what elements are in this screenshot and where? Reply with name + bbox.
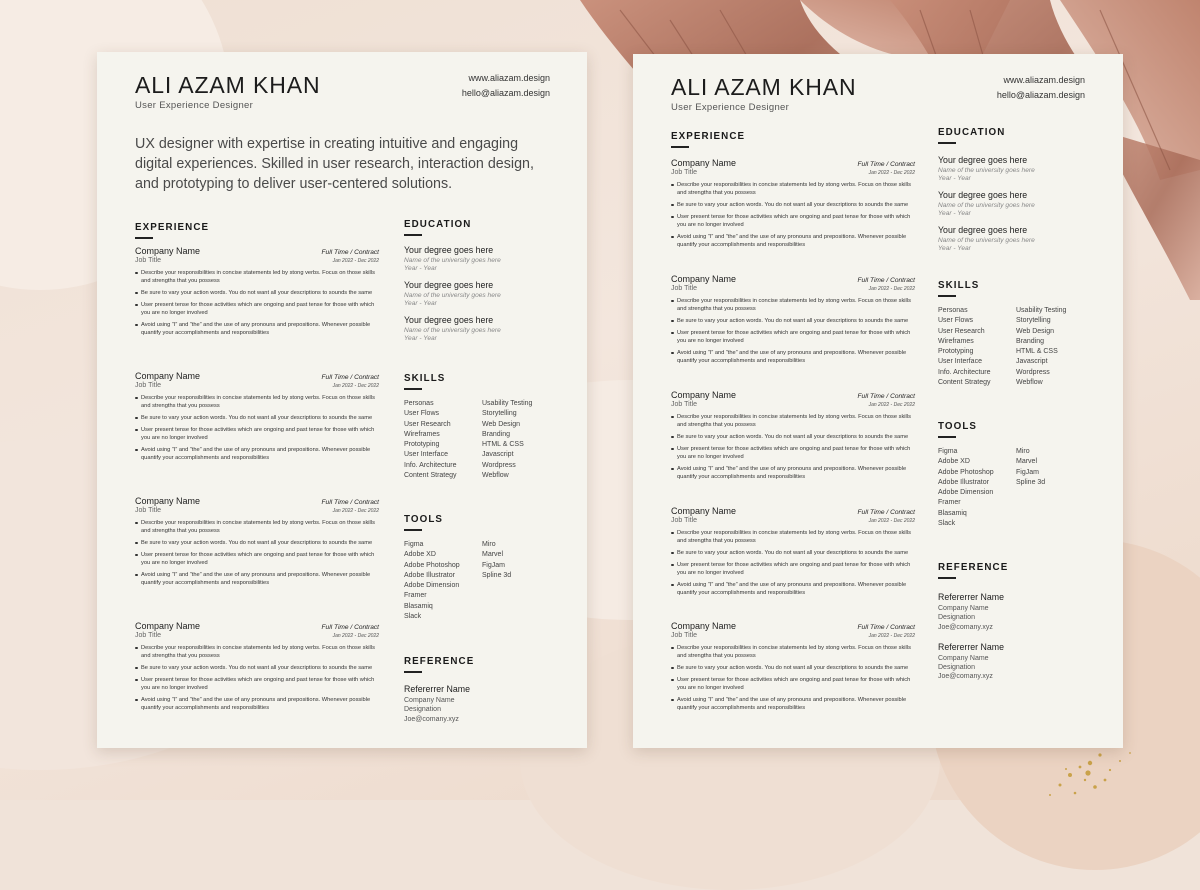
- summary-text: UX designer with expertise in creating intuitive and engaging digital experiences. Skilled in user research, interaction design, and prototyping to deliver user-centered solutions.: [135, 136, 534, 192]
- job-dates: Jan 2022 - Dec 2022: [868, 633, 915, 639]
- section-underline: [404, 234, 422, 236]
- tool-item: Adobe XD: [938, 458, 970, 466]
- bullet: User present tense for those activities which are ongoing and past tense for those with which you are no longer involved: [671, 213, 915, 229]
- skill-item: Webflow: [1016, 379, 1043, 387]
- skill-item: Prototyping: [938, 348, 974, 356]
- website-link[interactable]: www.aliazam.design: [468, 73, 550, 83]
- job-title: Job Title: [671, 401, 698, 408]
- job-dates: Jan 2022 - Dec 2022: [868, 402, 915, 408]
- reference-email[interactable]: Joe@comany.xyz: [938, 673, 993, 681]
- job-entry: [671, 158, 915, 253]
- skills-section: [938, 280, 1094, 386]
- education-entry: [938, 190, 1098, 217]
- reference-company: Company Name: [938, 654, 989, 662]
- job-type: Full Time / Contract: [857, 393, 915, 400]
- tool-item: FigJam: [482, 561, 505, 569]
- reference-name: Refererrer Name: [938, 641, 1004, 652]
- tool-item: [1016, 520, 1094, 527]
- company-name: Company Name: [671, 390, 737, 400]
- years: Year - Year: [404, 265, 437, 272]
- job-dates: Jan 2022 - Dec 2022: [332, 383, 379, 389]
- tool-item: Blasamiq: [938, 509, 967, 517]
- job-dates: Jan 2022 - Dec 2022: [868, 286, 915, 292]
- section-underline: [671, 146, 689, 148]
- job-type: Full Time / Contract: [857, 624, 915, 631]
- bullet: Be sure to vary your action words. You do not want all your descriptions to sounds the same: [671, 201, 915, 209]
- resume-page-left: [97, 52, 587, 748]
- section-underline: [404, 388, 422, 390]
- job-entry: [135, 371, 379, 466]
- degree: Your degree goes here: [404, 315, 494, 325]
- skill-item: Info. Architecture: [938, 368, 991, 376]
- bullet: Describe your responsibilities in concise statements led by stong verbs. Focus on those skills and strengths that you possess: [671, 297, 915, 313]
- tool-item: Adobe Photoshop: [938, 468, 994, 476]
- degree: Your degree goes here: [938, 190, 1028, 200]
- company-name: Company Name: [671, 274, 737, 284]
- reference-entry: [404, 684, 474, 724]
- skill-item: User Interface: [404, 451, 448, 459]
- bullet: Avoid using “I” and “the” and the use of any pronouns and prepositions. Whenever possible quantify your accomplishments and responsibilities: [135, 696, 379, 712]
- skill-item: Usability Testing: [482, 400, 533, 407]
- job-bullets: [671, 413, 915, 481]
- university: Name of the university goes here: [938, 202, 1035, 209]
- section-title: REFERENCE: [404, 656, 475, 667]
- contact-block: [462, 71, 550, 101]
- university: Name of the university goes here: [938, 237, 1035, 244]
- bullet: User present tense for those activities which are ongoing and past tense for those with which you are no longer involved: [135, 301, 379, 317]
- bullet: User present tense for those activities which are ongoing and past tense for those with which you are no longer involved: [135, 426, 379, 442]
- reference-section: [404, 656, 474, 724]
- reference-section: [938, 562, 1008, 682]
- skills-section: [404, 373, 560, 479]
- tool-item: [1016, 510, 1094, 517]
- job-entry: [671, 621, 915, 716]
- university: Name of the university goes here: [938, 167, 1035, 174]
- skill-item: Branding: [482, 430, 511, 438]
- section-underline: [404, 529, 422, 531]
- job-entry: [135, 246, 379, 341]
- section-title: EDUCATION: [938, 127, 1006, 138]
- resume-page-right: [633, 54, 1123, 748]
- skill-item: User Interface: [938, 358, 982, 366]
- skill-item: Info. Architecture: [404, 461, 457, 469]
- resume-role: User Experience Designer: [671, 102, 790, 113]
- tool-item: FigJam: [1016, 468, 1039, 476]
- skill-item: HTML & CSS: [482, 441, 524, 449]
- skill-item: User Flows: [938, 317, 974, 325]
- experience-heading: [135, 222, 209, 239]
- skill-item: Javascript: [1016, 358, 1048, 366]
- job-bullets: [135, 644, 379, 712]
- tool-item: Figma: [938, 448, 958, 455]
- bullet: User present tense for those activities which are ongoing and past tense for those with which you are no longer involved: [671, 561, 915, 577]
- education-entry: [404, 280, 564, 307]
- skill-item: User Research: [938, 327, 985, 335]
- tool-item: Adobe Illustrator: [938, 478, 989, 486]
- reference-email[interactable]: Joe@comany.xyz: [938, 623, 993, 631]
- section-title: EDUCATION: [404, 219, 472, 230]
- job-type: Full Time / Contract: [857, 161, 915, 168]
- bullet: Avoid using “I” and “the” and the use of any pronouns and prepositions. Whenever possible quantify your accomplishments and responsibilities: [135, 446, 379, 462]
- bullet: Describe your responsibilities in concise statements led by stong verbs. Focus on those skills and strengths that you possess: [671, 529, 915, 545]
- email-link[interactable]: hello@aliazam.design: [461, 88, 550, 98]
- job-type: Full Time / Contract: [321, 374, 379, 381]
- skill-item: Personas: [404, 400, 434, 407]
- bullet: User present tense for those activities which are ongoing and past tense for those with which you are no longer involved: [135, 676, 379, 692]
- job-title: Job Title: [671, 632, 698, 639]
- section-title: SKILLS: [938, 280, 980, 291]
- tool-item: [482, 582, 560, 589]
- education-entry: [404, 245, 564, 272]
- section-title: TOOLS: [404, 514, 444, 525]
- university: Name of the university goes here: [404, 292, 501, 299]
- bullet: Describe your responsibilities in concise statements led by stong verbs. Focus on those skills and strengths that you possess: [671, 181, 915, 197]
- skill-item: Content Strategy: [404, 472, 457, 480]
- job-entry: [135, 621, 379, 716]
- company-name: Company Name: [135, 371, 201, 381]
- job-dates: Jan 2022 - Dec 2022: [868, 170, 915, 176]
- job-entry: [671, 506, 915, 601]
- skill-item: Wordpress: [1016, 368, 1050, 376]
- reference-company: Company Name: [404, 697, 455, 704]
- email-link[interactable]: hello@aliazam.design: [996, 90, 1085, 100]
- bullet: User present tense for those activities which are ongoing and past tense for those with which you are no longer involved: [671, 329, 915, 345]
- tool-item: Slack: [404, 613, 422, 621]
- reference-name: Refererrer Name: [938, 592, 1004, 602]
- job-type: Full Time / Contract: [857, 509, 915, 516]
- bullet: Avoid using “I” and “the” and the use of any pronouns and prepositions. Whenever possible quantify your accomplishments and responsibilities: [671, 696, 915, 712]
- bullet: Describe your responsibilities in concise statements led by stong verbs. Focus on those skills and strengths that you possess: [135, 394, 379, 410]
- tool-item: Adobe XD: [404, 551, 436, 559]
- bullet: Avoid using “I” and “the” and the use of any pronouns and prepositions. Whenever possible quantify your accomplishments and responsibilities: [671, 349, 915, 365]
- bullet: Be sure to vary your action words. You do not want all your descriptions to sounds the same: [671, 317, 915, 325]
- tool-item: Miro: [482, 541, 496, 548]
- tool-item: Adobe Photoshop: [404, 561, 460, 569]
- company-name: Company Name: [135, 621, 201, 631]
- skills-grid: [938, 307, 1094, 386]
- bullet: Be sure to vary your action words. You do not want all your descriptions to sounds the same: [135, 289, 379, 297]
- tool-item: Adobe Dimension: [938, 489, 994, 497]
- years: Year - Year: [938, 245, 971, 252]
- job-title: Job Title: [671, 285, 698, 292]
- company-name: Company Name: [135, 246, 201, 256]
- skill-item: Storytelling: [482, 410, 517, 418]
- reference-designation: Designation: [938, 614, 975, 622]
- section-title: EXPERIENCE: [671, 131, 746, 142]
- years: Year - Year: [404, 335, 437, 342]
- tool-item: Slack: [938, 520, 956, 528]
- skill-item: HTML & CSS: [1016, 348, 1058, 356]
- tool-item: Miro: [1016, 448, 1030, 455]
- job-type: Full Time / Contract: [321, 499, 379, 506]
- bullet: Be sure to vary your action words. You do not want all your descriptions to sounds the same: [135, 414, 379, 422]
- years: Year - Year: [938, 175, 971, 182]
- skill-item: Wireframes: [938, 337, 974, 345]
- job-title: Job Title: [671, 517, 698, 524]
- section-title: EXPERIENCE: [135, 222, 210, 233]
- years: Year - Year: [404, 300, 437, 307]
- job-bullets: [671, 529, 915, 597]
- tool-item: Spline 3d: [1016, 478, 1046, 486]
- section-title: REFERENCE: [938, 562, 1009, 573]
- tool-item: Blasamiq: [404, 602, 433, 610]
- job-type: Full Time / Contract: [321, 624, 379, 631]
- education-section: [404, 219, 564, 350]
- section-underline: [404, 671, 422, 673]
- tool-item: Framer: [938, 499, 961, 507]
- skill-item: Wordpress: [482, 461, 516, 469]
- company-name: Company Name: [135, 496, 201, 506]
- bullet: Avoid using “I” and “the” and the use of any pronouns and prepositions. Whenever possible quantify your accomplishments and responsibilities: [135, 571, 379, 587]
- bullet: Describe your responsibilities in concise statements led by stong verbs. Focus on those skills and strengths that you possess: [671, 413, 915, 429]
- job-dates: Jan 2022 - Dec 2022: [332, 633, 379, 639]
- bullet: Be sure to vary your action words. You do not want all your descriptions to sounds the same: [135, 664, 379, 672]
- reference-email[interactable]: Joe@comany.xyz: [404, 715, 459, 723]
- experience-heading: [671, 131, 745, 148]
- bullet: User present tense for those activities which are ongoing and past tense for those with which you are no longer involved: [671, 676, 915, 692]
- job-entry: [671, 390, 915, 485]
- tool-item: Adobe Dimension: [404, 582, 460, 590]
- section-underline: [938, 436, 956, 438]
- degree: Your degree goes here: [404, 245, 494, 255]
- resume-name: ALI AZAM KHAN: [671, 74, 857, 100]
- job-title: Job Title: [135, 507, 162, 514]
- section-underline: [938, 142, 956, 144]
- skill-item: User Research: [404, 420, 451, 428]
- company-name: Company Name: [671, 621, 737, 631]
- job-entry: [671, 274, 915, 369]
- skill-item: Wireframes: [404, 430, 440, 438]
- degree: Your degree goes here: [938, 225, 1028, 235]
- job-bullets: [135, 519, 379, 587]
- skills-grid: [404, 400, 560, 479]
- university: Name of the university goes here: [404, 327, 501, 334]
- years: Year - Year: [938, 210, 971, 217]
- job-title: Job Title: [135, 382, 162, 389]
- education-entry: [404, 315, 564, 342]
- job-title: Job Title: [135, 257, 162, 264]
- degree: Your degree goes here: [404, 280, 494, 290]
- job-type: Full Time / Contract: [321, 249, 379, 256]
- section-title: TOOLS: [938, 421, 978, 432]
- contact-block: [997, 73, 1085, 103]
- education-entry: [938, 225, 1098, 252]
- skill-item: Web Design: [1016, 327, 1055, 335]
- website-link[interactable]: www.aliazam.design: [1003, 75, 1085, 85]
- tools-section: [404, 514, 560, 620]
- degree: Your degree goes here: [938, 155, 1028, 165]
- bullet: Avoid using “I” and “the” and the use of any pronouns and prepositions. Whenever possible quantify your accomplishments and responsibilities: [671, 465, 915, 481]
- company-name: Company Name: [671, 158, 737, 168]
- reference-name: Refererrer Name: [404, 684, 470, 694]
- tool-item: Figma: [404, 541, 424, 548]
- tool-item: Spline 3d: [482, 571, 512, 579]
- job-bullets: [135, 269, 379, 337]
- reference-company: Company Name: [938, 605, 989, 612]
- bullet: User present tense for those activities which are ongoing and past tense for those with which you are no longer involved: [671, 445, 915, 461]
- skill-item: Content Strategy: [938, 379, 991, 387]
- job-dates: Jan 2022 - Dec 2022: [332, 508, 379, 514]
- bullet: Avoid using “I” and “the” and the use of any pronouns and prepositions. Whenever possible quantify your accomplishments and responsibilities: [671, 581, 915, 597]
- section-underline: [938, 295, 956, 297]
- bullet: Describe your responsibilities in concise statements led by stong verbs. Focus on those skills and strengths that you possess: [135, 269, 379, 285]
- tools-section: [938, 421, 1094, 527]
- skill-item: Branding: [1016, 337, 1045, 345]
- tool-item: [482, 613, 560, 620]
- tool-item: [482, 603, 560, 610]
- section-underline: [135, 237, 153, 239]
- skill-item: Usability Testing: [1016, 307, 1067, 314]
- tool-item: [1016, 489, 1094, 496]
- skill-item: Webflow: [482, 472, 509, 480]
- section-title: SKILLS: [404, 373, 446, 384]
- bullet: Avoid using “I” and “the” and the use of any pronouns and prepositions. Whenever possible quantify your accomplishments and responsibilities: [135, 321, 379, 337]
- job-type: Full Time / Contract: [857, 277, 915, 284]
- job-bullets: [671, 644, 915, 712]
- bullet: Be sure to vary your action words. You do not want all your descriptions to sounds the same: [671, 549, 915, 557]
- bullet: Describe your responsibilities in concise statements led by stong verbs. Focus on those skills and strengths that you possess: [135, 519, 379, 535]
- reference-entry: [938, 642, 1008, 682]
- skill-item: Prototyping: [404, 441, 440, 449]
- bullet: Describe your responsibilities in concise statements led by stong verbs. Focus on those skills and strengths that you possess: [135, 644, 379, 660]
- reference-designation: Designation: [938, 664, 975, 672]
- bullet: Be sure to vary your action words. You do not want all your descriptions to sounds the same: [671, 433, 915, 441]
- bullet: Avoid using “I” and “the” and the use of any pronouns and prepositions. Whenever possible quantify your accomplishments and responsibilities: [671, 233, 915, 249]
- bullet: User present tense for those activities which are ongoing and past tense for those with which you are no longer involved: [135, 551, 379, 567]
- resume-name: ALI AZAM KHAN: [135, 72, 321, 98]
- section-underline: [938, 577, 956, 579]
- job-dates: Jan 2022 - Dec 2022: [332, 258, 379, 264]
- job-bullets: [671, 297, 915, 365]
- bullet: Be sure to vary your action words. You do not want all your descriptions to sounds the same: [135, 539, 379, 547]
- job-title: Job Title: [135, 632, 162, 639]
- tools-grid: [404, 541, 560, 620]
- reference-entry: [938, 592, 1008, 632]
- tool-item: Framer: [404, 592, 427, 600]
- education-entry: [938, 155, 1098, 182]
- bullet: Describe your responsibilities in concise statements led by stong verbs. Focus on those skills and strengths that you possess: [671, 644, 915, 660]
- tool-item: Adobe Illustrator: [404, 571, 455, 579]
- skill-item: User Flows: [404, 410, 440, 418]
- skill-item: Personas: [938, 307, 968, 314]
- resume-role: User Experience Designer: [135, 100, 254, 111]
- education-section: [938, 127, 1098, 260]
- bullet: Be sure to vary your action words. You do not want all your descriptions to sounds the same: [671, 664, 915, 672]
- job-dates: Jan 2022 - Dec 2022: [868, 518, 915, 524]
- job-entry: [135, 496, 379, 591]
- tool-item: Marvel: [482, 551, 504, 559]
- tool-item: Marvel: [1016, 458, 1038, 466]
- skill-item: Web Design: [482, 420, 521, 428]
- reference-designation: Designation: [404, 706, 441, 714]
- job-bullets: [671, 181, 915, 249]
- tools-grid: [938, 448, 1094, 527]
- job-title: Job Title: [671, 169, 698, 176]
- tool-item: [1016, 499, 1094, 506]
- skill-item: Storytelling: [1016, 317, 1051, 325]
- skill-item: Javascript: [482, 451, 514, 459]
- tool-item: [482, 592, 560, 599]
- job-bullets: [135, 394, 379, 462]
- company-name: Company Name: [671, 506, 737, 516]
- university: Name of the university goes here: [404, 257, 501, 264]
